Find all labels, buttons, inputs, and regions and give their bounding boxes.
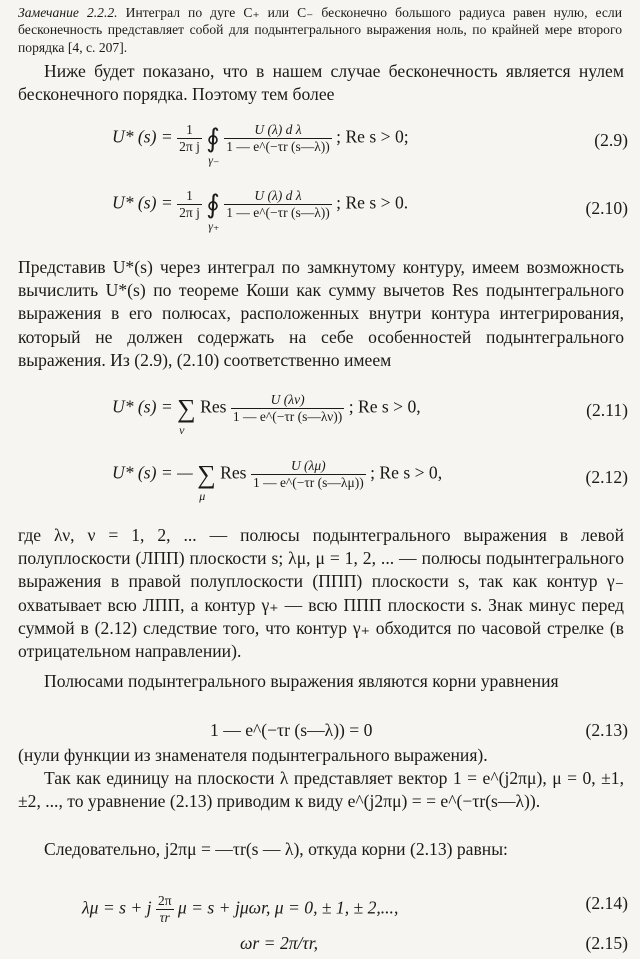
eq210-lhs: U* (s) = [112,192,173,213]
eq212-res: Res [220,462,247,483]
eq210-cond: ; Re s > 0. [336,192,409,213]
eq210-contour: ∮ γ₊ [206,189,220,233]
equation-2-11 [112,392,502,437]
paragraph-7: Следовательно, j2πμ = —τr(s — λ), откуда корни (2.13) равны: [44,839,508,859]
equation-2-9 [112,122,502,167]
eq211-fraction: $\frac{U (\lambda\nu)}{1 — e\^{}(-\tau r (s—\lambda\nu))}$ [232,392,343,424]
eq210-number: (2.10) [585,198,628,218]
eq210-integrand: $\frac{\text{U (λ) d λ}}{1 — e\^{}(-\tau r (s—\lambda))}$ [226,188,330,220]
equation-2-13: 1 — e^(−τr (s—λ)) = 0 [210,720,373,740]
eq29-contour: ∮ γ₋ [206,123,220,167]
eq211-cond: ; Re s > 0, [348,396,421,417]
eq214-expr-a: λμ = s + j [82,897,152,918]
eq29-coef: $\frac{1}{\text{2π j}}$ [179,122,200,154]
eq214-number: (2.14) [585,893,628,913]
eq29-integrand: $\frac{\text{U (λ) d λ}}{1 — e\^{}(-\tau r (s—\lambda))}$ [226,122,330,154]
equation-2-14 [82,893,512,926]
eq212-fraction: $\frac{U (\lambda\mu)}{1 — e\^{}(-\tau r (s—\lambda\mu))}$ [252,458,364,490]
eq215-number: (2.15) [585,933,628,953]
equation-2-12 [112,458,512,503]
eq212-cond: ; Re s > 0, [370,462,443,483]
paragraph-5: (нули функции из знаменателя подынтегрального выражения). [18,745,488,765]
paragraph-2: Представив U*(s) через интеграл по замкнутому контуру, имеем возможность вычислить U*(s) по теореме Коши как сумму вычетов Res подынтегрального выражения в его полюсах, расположенных внутри контура интегрирования, который не должен содержать на себе особенностей подынтегрального выражения. Из (2.9), (2.10) соответственно имеем [18,257,624,370]
eq212-lhs: U* (s) = — [112,462,193,483]
equation-2-15: ωr = 2π/τr, [240,933,319,953]
eq212-sum: ∑ μ [197,459,216,503]
paragraph-4: Полюсами подынтегрального выражения являются корни уравнения [44,671,559,691]
eq211-sum: ∑ ν [177,393,196,437]
eq214-expr-b: μ = s + jμωr, μ = 0, ± 1, ± 2,..., [177,897,399,918]
eq29-number: (2.9) [594,130,628,150]
remark-text: Интеграл по дуге C₊ или C₋ бесконечно большого радиуса равен нулю, если бесконечность представляет собой для подынтегрального выражения ноль, по крайней мере второго порядка [4, с. 207]. [18,5,622,55]
eq211-lhs: U* (s) = [112,396,173,417]
remark-block [18,4,622,56]
paragraph-6: Так как единицу на плоскости λ представляет вектор 1 = e^(j2πμ), μ = 0, ±1, ±2, ..., то уравнение (2.13) приводим к виду e^(j2πμ) = = e^(−τr(s—λ)). [18,768,624,812]
equation-2-10 [112,188,502,233]
eq210-coef: $\frac{1}{\text{2π j}}$ [179,188,200,220]
eq213-number: (2.13) [585,720,628,740]
eq211-res: Res [200,396,227,417]
eq29-cond: ; Re s > 0; [336,126,409,147]
eq29-lhs: U* (s) = [112,126,173,147]
eq212-number: (2.12) [585,467,628,487]
eq214-fraction: $\frac{2\pi}{\tau r}$ [157,893,172,925]
paragraph-1: Ниже будет показано, что в нашем случае бесконечность является нулем бесконечного порядка. Поэтому тем более [18,61,624,105]
eq211-number: (2.11) [586,400,628,420]
remark-label: Замечание 2.2.2. [18,5,118,20]
paragraph-3: где λν, ν = 1, 2, ... — полюсы подынтегрального выражения в левой полуплоскости (ЛПП) плоскости s; λμ, μ = 1, 2, ... — полюсы подынтегрального выражения в правой полуплоскости (ППП) плоскости s, так как контур γ₋ охватывает всю ЛПП, а контур γ₊ — всю ППП плоскости s. Знак минус перед суммой в (2.12) следствие того, что контур γ₊ обходится по часовой стрелке (в отрицательном направлении). [18,525,624,662]
